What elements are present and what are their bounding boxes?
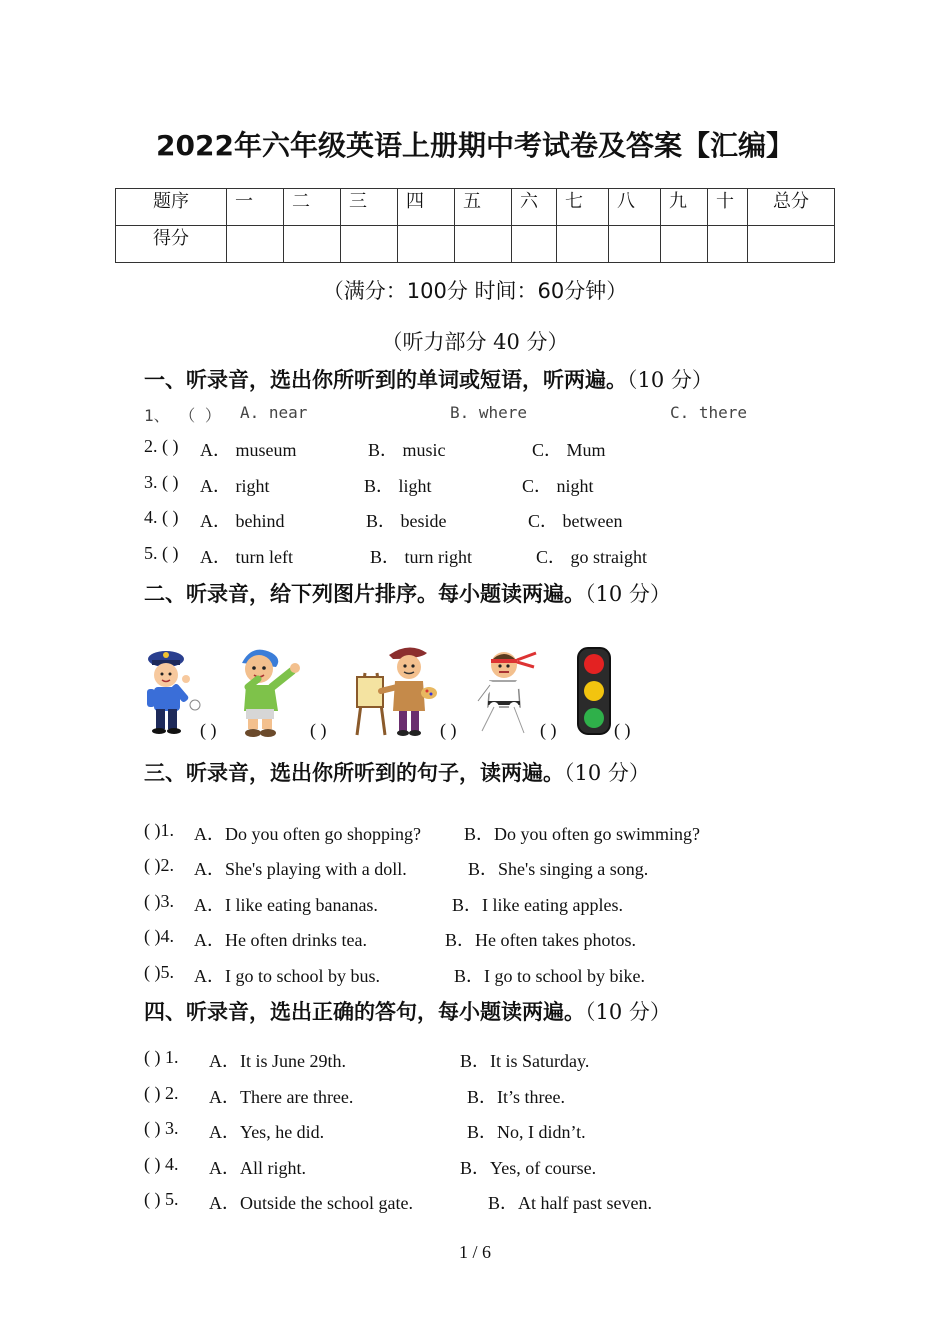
- option-a: A． behind: [200, 511, 285, 531]
- section-points: （10 分）: [564, 761, 650, 785]
- traffic-light-picture: [576, 646, 612, 738]
- table-header-cell: 一: [227, 189, 284, 226]
- table-header-cell: 九: [661, 189, 708, 226]
- option-b: B．No, I didn’t.: [467, 1122, 586, 1142]
- option-a: A．It is June 29th.: [209, 1051, 346, 1071]
- option-b: B． beside: [366, 511, 447, 531]
- answer-blank[interactable]: ( ): [200, 720, 217, 740]
- score-cell[interactable]: [227, 226, 284, 263]
- answer-blank[interactable]: ( ): [614, 720, 631, 740]
- score-cell[interactable]: [284, 226, 341, 263]
- table-header-cell: 总分: [748, 189, 835, 226]
- score-cell[interactable]: [557, 226, 609, 263]
- table-header-cell: 三: [341, 189, 398, 226]
- section1-heading: [144, 364, 713, 394]
- exam-subtitle: （满分：100分 时间：60分钟）: [322, 279, 628, 303]
- answer-blank[interactable]: ( ): [540, 720, 557, 740]
- question-number: 5. ( ): [144, 543, 179, 563]
- listening-label: （听力部分 40 分）: [381, 330, 569, 354]
- section-heading-text: 三、听录音，选出你所听到的句子，读两遍。: [144, 761, 564, 785]
- option-a: A． museum: [200, 440, 297, 460]
- question-number: 4. ( ): [144, 507, 179, 527]
- question-number: ( ) 4.: [144, 1154, 179, 1174]
- option-a: A．All right.: [209, 1158, 306, 1178]
- option-a: A．I like eating bananas.: [194, 895, 378, 915]
- score-cell[interactable]: [455, 226, 512, 263]
- question-number: 2. ( ): [144, 436, 179, 456]
- page-number: 1 / 6: [458, 1242, 491, 1262]
- question-number: 1、 （ ）: [144, 406, 221, 425]
- question-number: ( )2.: [144, 855, 174, 875]
- table-row-label: 得分: [116, 226, 227, 263]
- option-a: A．There are three.: [209, 1087, 354, 1107]
- option-b: B．It’s three.: [467, 1087, 565, 1107]
- section-points: （10 分）: [585, 1000, 671, 1024]
- option-b: B．It is Saturday.: [460, 1051, 590, 1071]
- option-b: B．At half past seven.: [488, 1193, 652, 1213]
- score-table-header-row: [116, 189, 835, 226]
- section2-heading: [144, 578, 671, 608]
- table-header-cell: 六: [512, 189, 557, 226]
- score-cell[interactable]: [661, 226, 708, 263]
- option-a: A. near: [240, 403, 308, 422]
- option-a: A．I go to school by bus.: [194, 966, 380, 986]
- question-number: ( )3.: [144, 891, 174, 911]
- option-a: A．Outside the school gate.: [209, 1193, 413, 1213]
- section-points: （10 分）: [585, 582, 671, 606]
- option-c: C． night: [522, 476, 594, 496]
- section3-heading: [144, 757, 650, 787]
- option-c: C． go straight: [536, 547, 647, 567]
- option-b: B. where: [450, 403, 528, 422]
- question-number: ( )4.: [144, 926, 174, 946]
- option-a: A．She's playing with a doll.: [194, 859, 407, 879]
- option-c: C. there: [670, 403, 748, 422]
- table-header-cell: 七: [557, 189, 609, 226]
- section-heading-text: 一、听录音，选出你所听到的单词或短语，听两遍。: [144, 368, 627, 392]
- karate-boy-picture: [474, 645, 540, 739]
- option-b: B．Do you often go swimming?: [464, 824, 700, 844]
- option-c: C． Mum: [532, 440, 606, 460]
- score-cell[interactable]: [398, 226, 455, 263]
- answer-blank[interactable]: ( ): [440, 720, 457, 740]
- section-points: （10 分）: [627, 368, 713, 392]
- policeman-picture: [140, 645, 202, 737]
- painter-picture: [355, 643, 437, 739]
- question-number: ( ) 2.: [144, 1083, 179, 1103]
- option-b: B．She's singing a song.: [468, 859, 649, 879]
- question-number: ( ) 3.: [144, 1118, 179, 1138]
- score-cell[interactable]: [512, 226, 557, 263]
- option-a: A．He often drinks tea.: [194, 930, 367, 950]
- question-number: ( ) 5.: [144, 1189, 179, 1209]
- option-b: B．He often takes photos.: [445, 930, 636, 950]
- option-c: C． between: [528, 511, 623, 531]
- table-header-cell: 二: [284, 189, 341, 226]
- table-header-cell: 八: [609, 189, 661, 226]
- score-cell[interactable]: [708, 226, 748, 263]
- question-number: ( )5.: [144, 962, 174, 982]
- option-b: B． turn right: [370, 547, 472, 567]
- question-number: 3. ( ): [144, 472, 179, 492]
- table-header-cell: 四: [398, 189, 455, 226]
- score-cell[interactable]: [341, 226, 398, 263]
- page-title: 2022年六年级英语上册期中考试卷及答案【汇编】: [156, 129, 794, 162]
- score-table-score-row: [116, 226, 835, 263]
- section-heading-text: 四、听录音，选出正确的答句，每小题读两遍。: [144, 1000, 585, 1024]
- score-cell[interactable]: [748, 226, 835, 263]
- table-header-cell: 题序: [116, 189, 227, 226]
- question-number: ( ) 1.: [144, 1047, 179, 1067]
- score-cell[interactable]: [609, 226, 661, 263]
- option-b: B．I go to school by bike.: [454, 966, 645, 986]
- option-a: A． right: [200, 476, 270, 496]
- boy-waving-picture: [232, 645, 304, 739]
- score-table: [115, 188, 835, 263]
- table-header-cell: 十: [708, 189, 748, 226]
- answer-blank[interactable]: ( ): [310, 720, 327, 740]
- option-b: B．I like eating apples.: [452, 895, 623, 915]
- section4-heading: [144, 996, 671, 1026]
- table-header-cell: 五: [455, 189, 512, 226]
- section-heading-text: 二、听录音，给下列图片排序。每小题读两遍。: [144, 582, 585, 606]
- option-b: B． music: [368, 440, 446, 460]
- option-a: A．Yes, he did.: [209, 1122, 325, 1142]
- option-a: A． turn left: [200, 547, 293, 567]
- option-b: B． light: [364, 476, 432, 496]
- option-a: A．Do you often go shopping?: [194, 824, 421, 844]
- question-number: ( )1.: [144, 820, 174, 840]
- option-b: B．Yes, of course.: [460, 1158, 597, 1178]
